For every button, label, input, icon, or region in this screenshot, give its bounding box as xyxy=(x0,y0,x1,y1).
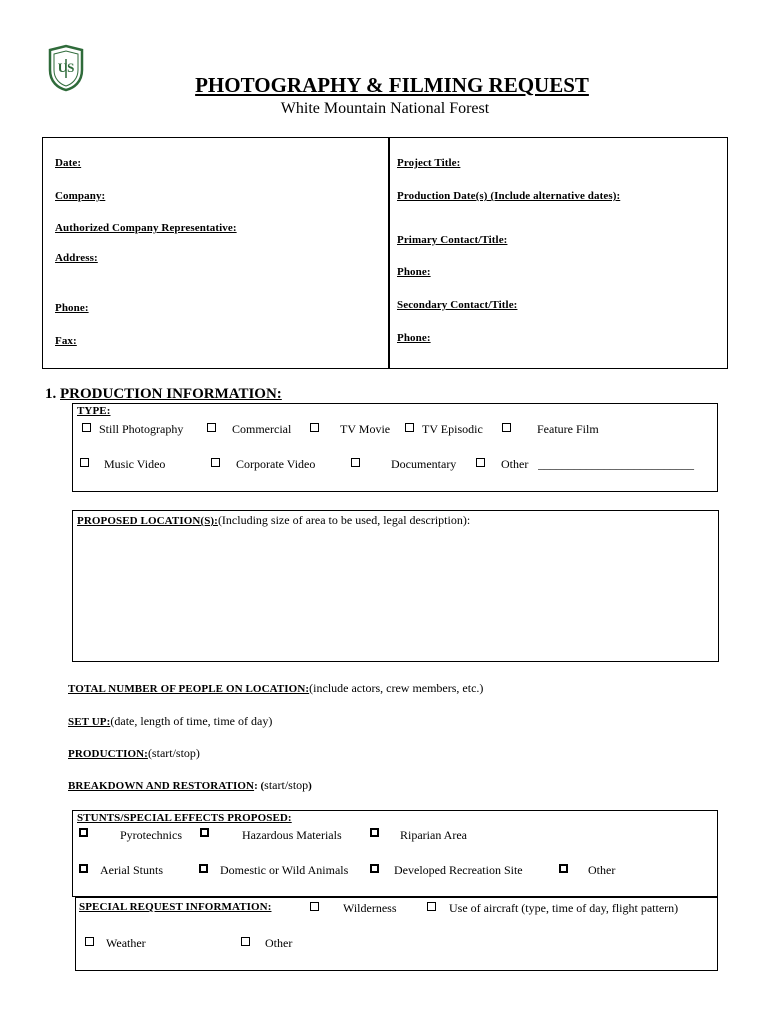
setup-label: SET UP: xyxy=(68,716,111,728)
tv-movie-label: TV Movie xyxy=(340,422,391,436)
fax-field-label: Fax: xyxy=(55,335,77,347)
svg-text:US: US xyxy=(57,60,75,75)
setup-hint: (date, length of time, time of day) xyxy=(110,714,273,728)
aircraft-label: Use of aircraft (type, time of day, flight pattern) xyxy=(449,901,679,915)
documentary-label: Documentary xyxy=(391,457,457,471)
pyrotechnics-checkbox[interactable] xyxy=(79,828,88,837)
date-field-label: Date: xyxy=(55,157,82,169)
breakdown-close: ) xyxy=(308,780,312,792)
weather-checkbox[interactable] xyxy=(85,937,94,946)
riparian-area-label: Riparian Area xyxy=(400,828,467,842)
production-row xyxy=(68,744,200,762)
secondary-phone-field-label: Phone: xyxy=(397,332,431,344)
other-special-label: Other xyxy=(265,936,293,950)
hazardous-materials-label: Hazardous Materials xyxy=(242,828,342,842)
proposed-location-label: PROPOSED LOCATION(S): xyxy=(77,515,218,527)
section-title: PRODUCTION INFORMATION: xyxy=(60,386,282,402)
animals-checkbox[interactable] xyxy=(199,864,208,873)
tv-episodic-checkbox[interactable] xyxy=(405,423,414,432)
commercial-checkbox[interactable] xyxy=(207,423,216,432)
aircraft-checkbox[interactable] xyxy=(427,902,436,911)
music-video-checkbox[interactable] xyxy=(80,458,89,467)
primary-contact-field-label: Primary Contact/Title: xyxy=(397,234,508,246)
phone-field-label: Phone: xyxy=(55,302,89,314)
aerial-stunts-checkbox[interactable] xyxy=(79,864,88,873)
contact-column-divider xyxy=(388,137,390,369)
breakdown-colon: : ( xyxy=(254,780,265,792)
representative-field-label: Authorized Company Representative: xyxy=(55,222,237,234)
other-type-blank[interactable]: __________________________ xyxy=(538,457,694,471)
section-heading xyxy=(45,386,282,403)
company-field-label: Company: xyxy=(55,190,106,202)
weather-label: Weather xyxy=(106,936,146,950)
hazardous-materials-checkbox[interactable] xyxy=(200,828,209,837)
total-people-label: TOTAL NUMBER OF PEOPLE ON LOCATION: xyxy=(68,683,310,695)
primary-phone-field-label: Phone: xyxy=(397,266,431,278)
address-field-label: Address: xyxy=(55,252,98,264)
production-dates-field-label: Production Date(s) (Include alternative dates): xyxy=(397,190,621,202)
proposed-location-heading xyxy=(77,511,470,529)
breakdown-label: BREAKDOWN AND RESTORATION xyxy=(68,780,255,792)
type-label: TYPE: xyxy=(77,405,111,417)
other-type-label: Other xyxy=(501,457,529,471)
music-video-label: Music Video xyxy=(104,457,166,471)
aerial-stunts-label: Aerial Stunts xyxy=(100,863,163,877)
riparian-area-checkbox[interactable] xyxy=(370,828,379,837)
corporate-video-checkbox[interactable] xyxy=(211,458,220,467)
other-special-checkbox[interactable] xyxy=(241,937,250,946)
animals-label: Domestic or Wild Animals xyxy=(220,863,349,877)
section-number: 1. xyxy=(45,386,57,402)
wilderness-label: Wilderness xyxy=(343,901,397,915)
corporate-video-label: Corporate Video xyxy=(236,457,316,471)
other-type-checkbox[interactable] xyxy=(476,458,485,467)
tv-episodic-label: TV Episodic xyxy=(422,422,483,436)
total-people-hint: (include actors, crew members, etc.) xyxy=(309,681,484,695)
type-box xyxy=(72,403,718,492)
stunts-label: STUNTS/SPECIAL EFFECTS PROPOSED: xyxy=(77,812,292,824)
breakdown-row xyxy=(68,776,312,794)
tv-movie-checkbox[interactable] xyxy=(310,423,319,432)
breakdown-hint: start/stop xyxy=(264,778,309,792)
documentary-checkbox[interactable] xyxy=(351,458,360,467)
proposed-location-box xyxy=(72,510,719,662)
setup-row xyxy=(68,712,272,730)
page-title: PHOTOGRAPHY & FILMING REQUEST xyxy=(195,73,589,97)
developed-recreation-checkbox[interactable] xyxy=(370,864,379,873)
other-stunt-checkbox[interactable] xyxy=(559,864,568,873)
wilderness-checkbox[interactable] xyxy=(310,902,319,911)
other-stunt-label: Other xyxy=(588,863,616,877)
still-photography-checkbox[interactable] xyxy=(82,423,91,432)
special-request-label: SPECIAL REQUEST INFORMATION: xyxy=(79,901,272,913)
developed-recreation-label: Developed Recreation Site xyxy=(394,863,523,877)
page-subtitle: White Mountain National Forest xyxy=(280,100,490,117)
feature-film-checkbox[interactable] xyxy=(502,423,511,432)
feature-film-label: Feature Film xyxy=(537,422,599,436)
contact-info-box xyxy=(42,137,728,369)
production-hint: (start/stop) xyxy=(147,746,200,760)
proposed-location-hint: (Including size of area to be used, legal description): xyxy=(217,513,471,527)
production-label: PRODUCTION: xyxy=(68,748,148,760)
pyrotechnics-label: Pyrotechnics xyxy=(120,828,182,842)
total-people-row xyxy=(68,679,483,697)
commercial-label: Commercial xyxy=(232,422,292,436)
secondary-contact-field-label: Secondary Contact/Title: xyxy=(397,299,518,311)
still-photography-label: Still Photography xyxy=(99,422,184,436)
project-title-field-label: Project Title: xyxy=(397,157,461,169)
